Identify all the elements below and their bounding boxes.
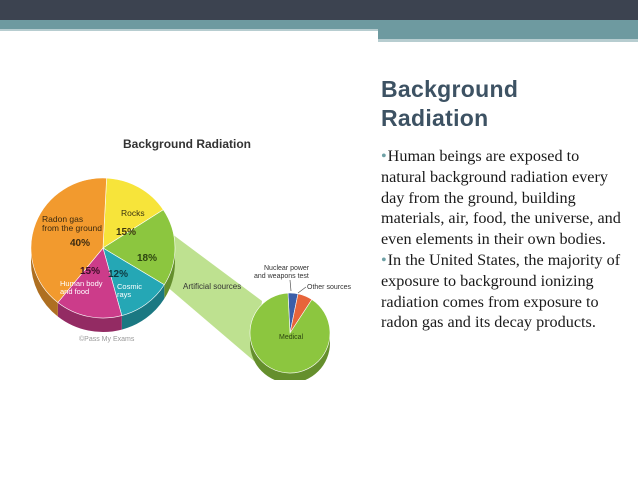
main-pie-slices [31,178,175,318]
leader-other [298,287,306,293]
label-human-2: and food [60,287,90,296]
label-artificial-value: 18% [137,253,158,264]
top-bar [0,0,638,20]
bullet-text: Human beings are exposed to natural background radiation every day from the ground, building materials, air, food, the universe, and even elements in their own bodies. [381,147,621,249]
label-other-sources: Other sources [307,284,351,291]
chart-svg [0,125,370,380]
accent-stripe [0,20,638,29]
bullet-marker: • [381,250,387,269]
chart-credit: ©Pass My Exams [79,336,135,343]
label-human-1: Human body [60,279,103,288]
label-radon-1: Radon gas [42,214,84,224]
accent-stripe-right [378,29,638,39]
slide-title [381,75,518,133]
label-human-value: 15% [80,266,101,277]
slide-title-line-1: Background [381,76,519,102]
slide-title-line-2: Radiation [381,105,489,131]
bullet-list [381,146,626,333]
leader-nuclear [290,280,291,291]
breakout-connector [160,225,262,361]
label-radon-value: 40% [70,238,91,249]
bullet-text: In the United States, the majority of exposure to background ionizing radiation comes from exposure to radon gas and its decay products. [381,250,621,332]
label-nuclear-1: Nuclear power [264,265,310,272]
label-medical: Medical [279,334,304,341]
label-rocks: Rocks [121,208,145,218]
chart-title: Background Radiation [123,137,252,151]
accent-stripe-right-light [378,39,638,42]
bullet-marker: • [381,147,387,165]
breakout-pie-slices [250,293,330,373]
label-cosmic-1: Cosmic [117,282,143,291]
label-radon-2: from the ground [42,223,103,233]
bullet-item [381,250,626,333]
label-cosmic-2: rays [117,290,132,299]
label-nuclear-2: and weapons test [254,273,309,280]
label-rocks-value: 15% [116,227,137,238]
label-cosmic-value: 12% [108,269,129,280]
pie-chart [0,125,370,380]
label-artificial-sources: Artificial sources [183,282,242,291]
accent-stripe-light [0,29,378,31]
bullet-item [381,146,626,250]
